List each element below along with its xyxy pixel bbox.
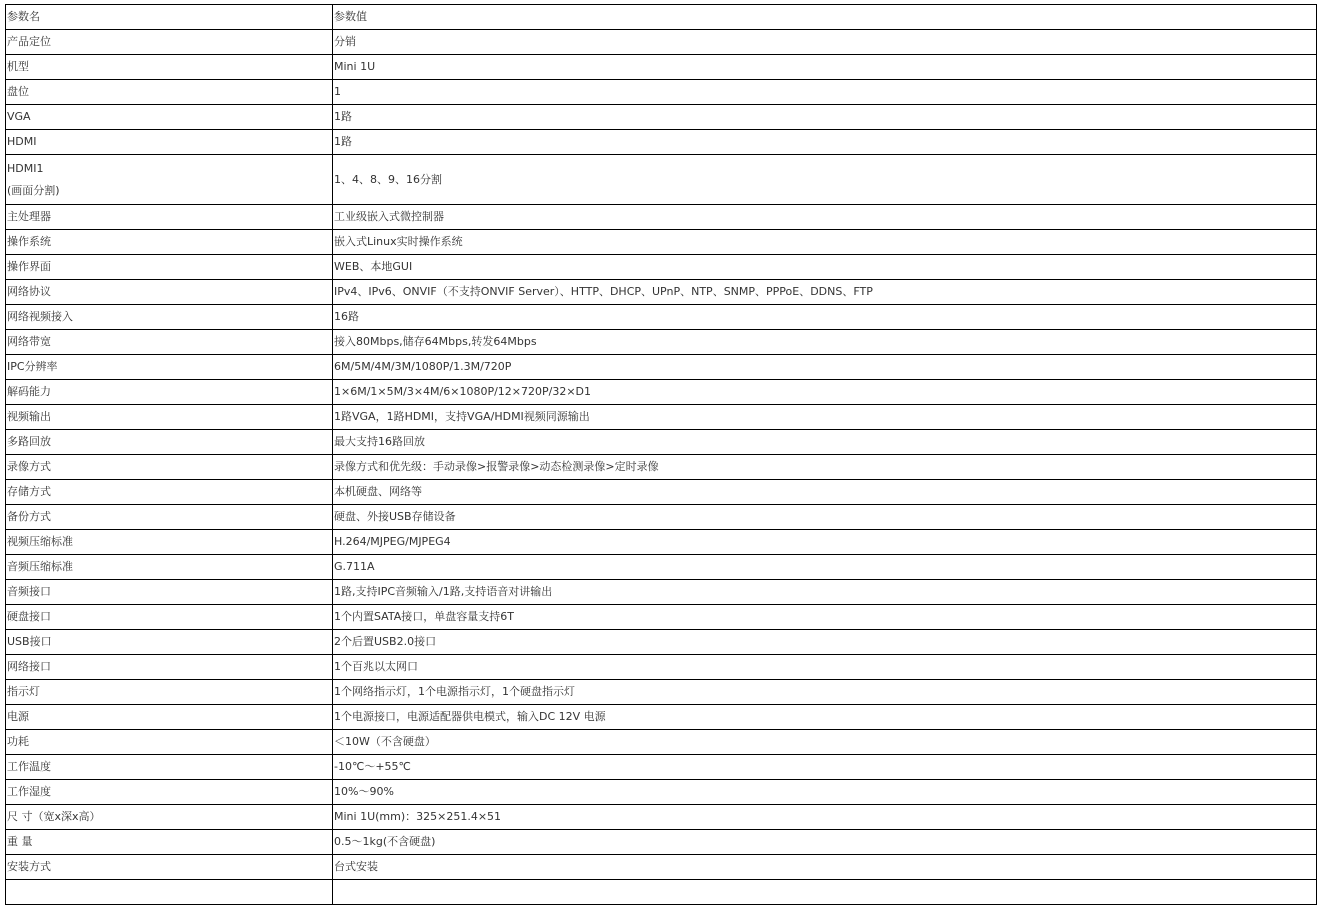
param-value: 0.5～1kg(不含硬盘) bbox=[333, 830, 1317, 855]
param-name: HDMI bbox=[6, 130, 333, 155]
param-name-line2: (画面分割) bbox=[7, 183, 60, 197]
param-value: 1路VGA，1路HDMI，支持VGA/HDMI视频同源输出 bbox=[333, 405, 1317, 430]
table-row bbox=[6, 755, 1317, 780]
table-row bbox=[6, 555, 1317, 580]
spec-table-container bbox=[5, 4, 1317, 905]
param-name: 电源 bbox=[6, 705, 333, 730]
param-value: Mini 1U bbox=[333, 55, 1317, 80]
table-row bbox=[6, 430, 1317, 455]
table-row bbox=[6, 630, 1317, 655]
table-row bbox=[6, 855, 1317, 880]
table-row bbox=[6, 580, 1317, 605]
param-name: 音频接口 bbox=[6, 580, 333, 605]
param-name: IPC分辨率 bbox=[6, 355, 333, 380]
param-name bbox=[6, 155, 333, 205]
table-row bbox=[6, 155, 1317, 205]
param-value: 1个百兆以太网口 bbox=[333, 655, 1317, 680]
param-value: 1 bbox=[333, 80, 1317, 105]
table-row bbox=[6, 705, 1317, 730]
param-value: WEB、本地GUI bbox=[333, 255, 1317, 280]
header-param-name: 参数名 bbox=[6, 5, 333, 30]
param-name: 解码能力 bbox=[6, 380, 333, 405]
param-name: 指示灯 bbox=[6, 680, 333, 705]
table-row bbox=[6, 405, 1317, 430]
table-row bbox=[6, 480, 1317, 505]
param-value: ＜10W（不含硬盘） bbox=[333, 730, 1317, 755]
param-value: 1个网络指示灯，1个电源指示灯，1个硬盘指示灯 bbox=[333, 680, 1317, 705]
param-name: 重 量 bbox=[6, 830, 333, 855]
param-name: 安装方式 bbox=[6, 855, 333, 880]
param-value: 6M/5M/4M/3M/1080P/1.3M/720P bbox=[333, 355, 1317, 380]
table-row bbox=[6, 380, 1317, 405]
param-value: 1路 bbox=[333, 130, 1317, 155]
table-row bbox=[6, 80, 1317, 105]
header-param-value: 参数值 bbox=[333, 5, 1317, 30]
param-name: 尺 寸（宽x深x高） bbox=[6, 805, 333, 830]
param-value: 接入80Mbps,储存64Mbps,转发64Mbps bbox=[333, 330, 1317, 355]
param-value: 嵌入式Linux实时操作系统 bbox=[333, 230, 1317, 255]
param-name: VGA bbox=[6, 105, 333, 130]
table-row bbox=[6, 105, 1317, 130]
table-row bbox=[6, 230, 1317, 255]
param-value: 16路 bbox=[333, 305, 1317, 330]
table-row bbox=[6, 330, 1317, 355]
param-name: 产品定位 bbox=[6, 30, 333, 55]
param-value: G.711A bbox=[333, 555, 1317, 580]
param-name: 网络视频接入 bbox=[6, 305, 333, 330]
table-row bbox=[6, 880, 1317, 905]
param-name: 工作温度 bbox=[6, 755, 333, 780]
param-name: 多路回放 bbox=[6, 430, 333, 455]
param-name: 网络带宽 bbox=[6, 330, 333, 355]
param-value: H.264/MJPEG/MJPEG4 bbox=[333, 530, 1317, 555]
table-row bbox=[6, 605, 1317, 630]
param-name: 操作系统 bbox=[6, 230, 333, 255]
table-row bbox=[6, 680, 1317, 705]
param-value: 1个内置SATA接口，单盘容量支持6T bbox=[333, 605, 1317, 630]
param-name: 视频压缩标准 bbox=[6, 530, 333, 555]
param-value: 最大支持16路回放 bbox=[333, 430, 1317, 455]
param-name: 音频压缩标准 bbox=[6, 555, 333, 580]
param-value: 10%～90% bbox=[333, 780, 1317, 805]
table-row bbox=[6, 30, 1317, 55]
param-value: -10℃～+55℃ bbox=[333, 755, 1317, 780]
param-value: 分销 bbox=[333, 30, 1317, 55]
param-value: 工业级嵌入式微控制器 bbox=[333, 205, 1317, 230]
table-row bbox=[6, 305, 1317, 330]
param-name: USB接口 bbox=[6, 630, 333, 655]
param-value: 2个后置USB2.0接口 bbox=[333, 630, 1317, 655]
table-row bbox=[6, 130, 1317, 155]
param-name: 主处理器 bbox=[6, 205, 333, 230]
table-row bbox=[6, 455, 1317, 480]
table-row bbox=[6, 780, 1317, 805]
param-value: 1×6M/1×5M/3×4M/6×1080P/12×720P/32×D1 bbox=[333, 380, 1317, 405]
param-value: Mini 1U(mm)：325×251.4×51 bbox=[333, 805, 1317, 830]
table-row bbox=[6, 355, 1317, 380]
param-name: 网络接口 bbox=[6, 655, 333, 680]
table-header-row bbox=[6, 5, 1317, 30]
table-row bbox=[6, 255, 1317, 280]
param-name: 录像方式 bbox=[6, 455, 333, 480]
param-value: 台式安装 bbox=[333, 855, 1317, 880]
param-value: 1个电源接口，电源适配器供电模式，输入DC 12V 电源 bbox=[333, 705, 1317, 730]
table-row bbox=[6, 280, 1317, 305]
param-name: 硬盘接口 bbox=[6, 605, 333, 630]
table-row bbox=[6, 530, 1317, 555]
param-value: 本机硬盘、网络等 bbox=[333, 480, 1317, 505]
param-name: 网络协议 bbox=[6, 280, 333, 305]
spec-table bbox=[5, 4, 1317, 905]
table-row bbox=[6, 55, 1317, 80]
param-name: 存储方式 bbox=[6, 480, 333, 505]
param-value: 1路,支持IPC音频输入/1路,支持语音对讲输出 bbox=[333, 580, 1317, 605]
table-row bbox=[6, 805, 1317, 830]
param-value: 录像方式和优先级：手动录像>报警录像>动态检测录像>定时录像 bbox=[333, 455, 1317, 480]
param-value bbox=[333, 880, 1317, 905]
table-row bbox=[6, 830, 1317, 855]
param-name: 盘位 bbox=[6, 80, 333, 105]
param-value: 1、4、8、9、16分割 bbox=[333, 155, 1317, 205]
param-value: IPv4、IPv6、ONVIF（不支持ONVIF Server）、HTTP、DHCP、UPnP、NTP、SNMP、PPPoE、DDNS、FTP bbox=[333, 280, 1317, 305]
param-value: 1路 bbox=[333, 105, 1317, 130]
param-name: 备份方式 bbox=[6, 505, 333, 530]
param-name: 视频输出 bbox=[6, 405, 333, 430]
param-name: 机型 bbox=[6, 55, 333, 80]
param-name: 操作界面 bbox=[6, 255, 333, 280]
param-value: 硬盘、外接USB存储设备 bbox=[333, 505, 1317, 530]
param-name bbox=[6, 880, 333, 905]
table-row bbox=[6, 505, 1317, 530]
table-row bbox=[6, 655, 1317, 680]
param-name-line1: HDMI1 bbox=[7, 161, 44, 175]
table-row bbox=[6, 730, 1317, 755]
param-name: 功耗 bbox=[6, 730, 333, 755]
table-row bbox=[6, 205, 1317, 230]
param-name: 工作湿度 bbox=[6, 780, 333, 805]
